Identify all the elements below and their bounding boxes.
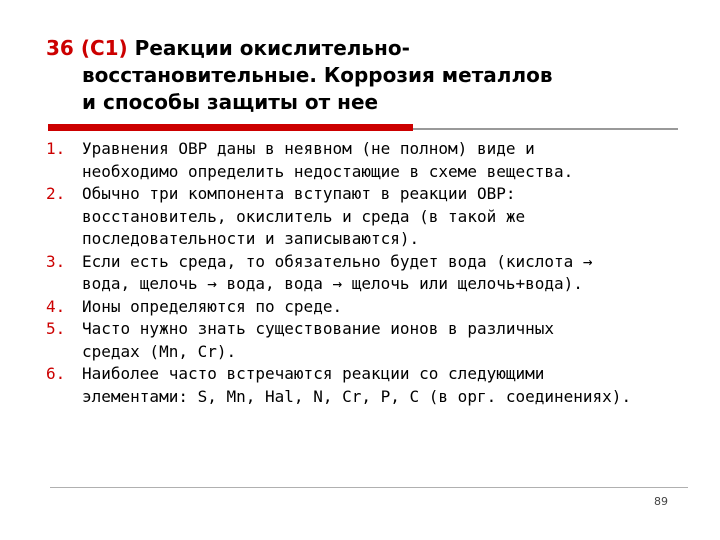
title-underline-accent <box>48 124 413 131</box>
list-item <box>46 251 706 296</box>
title-line-1 <box>46 35 686 62</box>
list-item-line: Наиболее часто встречаются реакции со следующими <box>82 364 545 383</box>
list-item-number: 6. <box>46 364 66 383</box>
title-line-1-text: Реакции окислительно- <box>134 36 410 60</box>
list-item-line: последовательности и записываются). <box>82 229 420 248</box>
list-item-number: 3. <box>46 251 66 271</box>
content-list <box>46 138 706 408</box>
title-number: 36 <box>46 36 74 60</box>
list-item-number: 1. <box>46 139 66 158</box>
list-item-line: восстановитель, окислитель и среда (в такой же <box>82 206 526 226</box>
list-item-number: 4. <box>46 296 66 316</box>
list-item <box>46 318 706 363</box>
title-code: (С1) <box>80 36 128 60</box>
title-line-2: восстановительные. Коррозия металлов <box>82 63 553 87</box>
page-number: 89 <box>654 495 668 508</box>
list-item <box>46 138 706 183</box>
slide-title <box>46 35 686 116</box>
title-underline-rule <box>413 128 678 130</box>
list-item-line: Ионы определяются по среде. <box>82 296 343 316</box>
list-item-line: Если есть среда, то обязательно будет вода (кислота → <box>82 251 593 271</box>
list-item-number: 2. <box>46 184 66 203</box>
list-item <box>46 296 706 319</box>
list-item-line: Уравнения ОВР даны в неявном (не полном) виде и <box>82 139 535 158</box>
list-item-line: необходимо определить недостающие в схеме вещества. <box>82 161 574 181</box>
footer-rule <box>50 487 688 488</box>
list-item <box>46 363 706 408</box>
list-item-line: средах (Mn, Cr). <box>82 341 237 361</box>
title-line-3: и способы защиты от нее <box>82 90 379 114</box>
list-item <box>46 183 706 251</box>
list-item-line: Часто нужно знать существование ионов в различных <box>82 319 555 338</box>
list-item-line: вода, щелочь → вода, вода → щелочь или щелочь+вода). <box>82 274 583 293</box>
list-item-line: элементами: S, Mn, Hal, N, Cr, P, C (в орг. соединениях). <box>82 386 632 406</box>
list-item-line: Обычно три компонента вступают в реакции ОВР: <box>82 184 516 203</box>
list-item-number: 5. <box>46 319 66 338</box>
